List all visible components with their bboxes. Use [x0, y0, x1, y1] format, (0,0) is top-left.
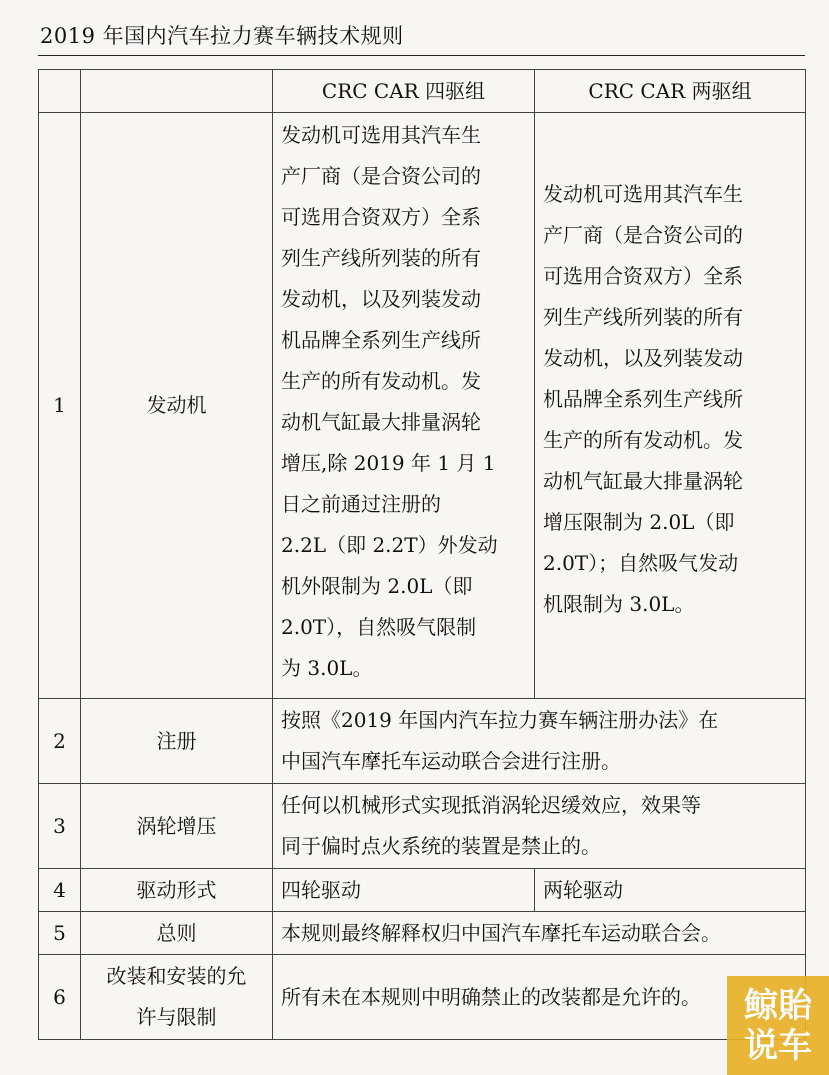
page-title: 2019 年国内汽车拉力赛车辆技术规则 — [40, 24, 404, 48]
row-number: 2 — [39, 699, 81, 784]
row-item: 驱动形式 — [81, 869, 273, 912]
watermark-logo — [727, 976, 829, 1075]
table-row — [39, 113, 806, 699]
watermark-line2: 说车 — [744, 1025, 812, 1066]
row-number: 1 — [39, 113, 81, 699]
rule-text: 本规则最终解释权归中国汽车摩托车运动联合会。 — [273, 912, 806, 955]
row-number: 4 — [39, 869, 81, 912]
header-4wd: CRC CAR 四驱组 — [273, 70, 535, 113]
table-row — [39, 784, 806, 869]
row-number: 3 — [39, 784, 81, 869]
table-row — [39, 955, 806, 1040]
table-row — [39, 912, 806, 955]
row-number: 5 — [39, 912, 81, 955]
tech-rules-table — [38, 69, 806, 1040]
rule-4wd: 发动机可选用其汽车生 产厂商（是合资公司的 可选用合资双方）全系 列生产线所列装的所有 发动机，以及列装发动 机品牌全系列生产线所 生产的所有发动机。发 动机气缸最大排量涡轮 增压,除 2019 年 1 月 1 日之前通过注册的 2.2L（即 2.2T）外发动 机外限制为 2.0L（即 2.0T），自然吸气限制 为 3.0L。 — [273, 113, 535, 699]
row-number: 6 — [39, 955, 81, 1040]
header-item — [81, 70, 273, 113]
rule-text: 任何以机械形式实现抵消涡轮迟缓效应，效果等 同于偏时点火系统的装置是禁止的。 — [273, 784, 806, 869]
table-row — [39, 869, 806, 912]
row-item: 改装和安装的允 许与限制 — [81, 955, 273, 1040]
rule-2wd: 发动机可选用其汽车生 产厂商（是合资公司的 可选用合资双方）全系 列生产线所列装的所有 发动机，以及列装发动 机品牌全系列生产线所 生产的所有发动机。发 动机气缸最大排量涡轮 增压限制为 2.0L（即 2.0T）；自然吸气发动 机限制为 3.0L。 — [535, 113, 806, 699]
header-num — [39, 70, 81, 113]
rule-2wd: 两轮驱动 — [535, 869, 806, 912]
row-item: 总则 — [81, 912, 273, 955]
rule-4wd: 四轮驱动 — [273, 869, 535, 912]
rule-text: 按照《2019 年国内汽车拉力赛车辆注册办法》在 中国汽车摩托车运动联合会进行注册。 — [273, 699, 806, 784]
rule-text: 所有未在本规则中明确禁止的改装都是允许的。 — [273, 955, 806, 1040]
header-2wd: CRC CAR 两驱组 — [535, 70, 806, 113]
table-header-row — [39, 70, 806, 113]
header-divider — [38, 55, 805, 56]
row-item: 发动机 — [81, 113, 273, 699]
table-row — [39, 699, 806, 784]
row-item: 涡轮增压 — [81, 784, 273, 869]
row-item: 注册 — [81, 699, 273, 784]
watermark-line1: 鲸貽 — [744, 985, 812, 1026]
